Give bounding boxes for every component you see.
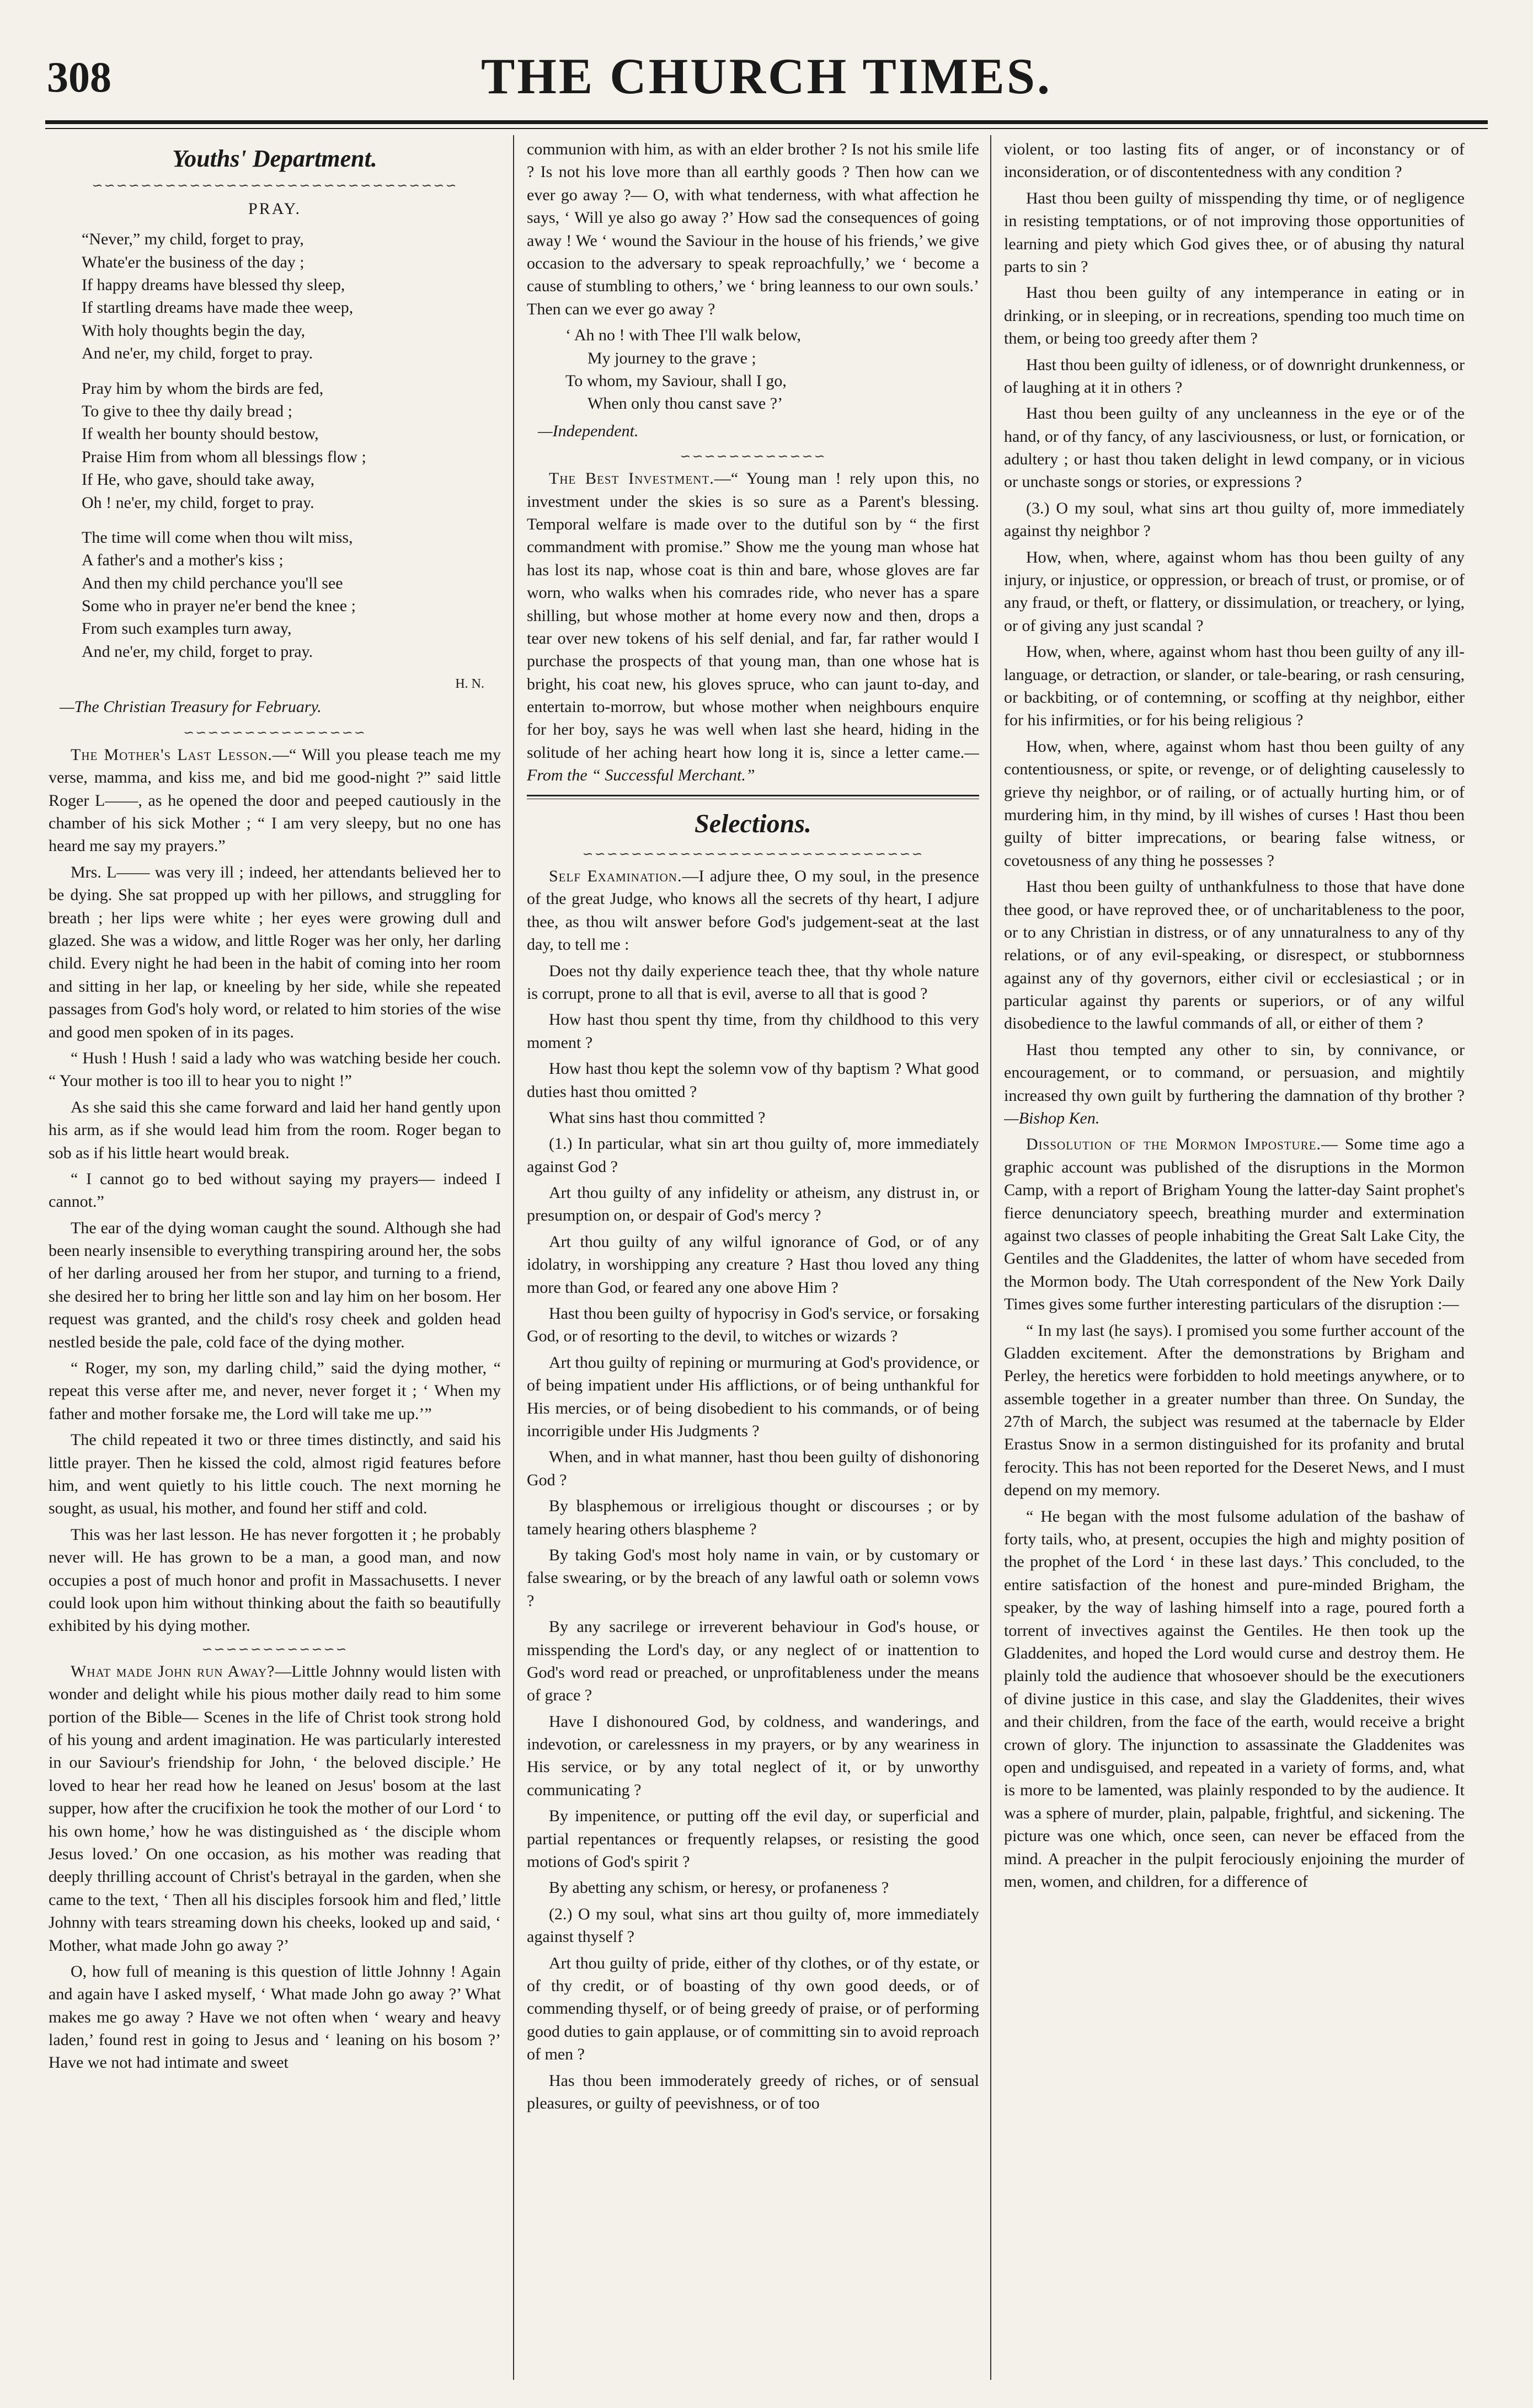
poem-line: To give to thee thy daily bread ; xyxy=(82,402,292,420)
article-paragraph: violent, or too lasting fits of anger, or of inconstancy or of inconsideration, or of discontentedness with any condition ? xyxy=(1004,140,1465,181)
verse-line: My journey to the grave ; xyxy=(587,349,756,367)
article-paragraph xyxy=(527,467,979,786)
verse-quote xyxy=(565,324,979,415)
article-title: Self Examination. xyxy=(549,867,682,885)
article-paragraph: Hast thou been guilty of any intemperance in eating or in drinking, or in sleeping, or in recreations, spending too much time on them, or being too greedy after them ? xyxy=(1004,283,1465,348)
article-paragraph: Hast thou been guilty of unthankfulness to those that have done thee good, or have reproved thee, or of uncharitableness to the poor, or to any Christian in distress, or of any unnaturalness to any of thy relations, or of any evil-speaking, or disrespect, or stubbornness against any of thy governors, either civil or ecclesiastical ; or in particular against thy parents or superiors, or of any wilful disobedience to the lawful commands of all, or either of them ? xyxy=(1004,877,1465,1033)
article-paragraph: Hast thou been guilty of hypocrisy in God's service, or forsaking God, or of resorting to the devil, to witches or wizards ? xyxy=(527,1304,979,1346)
article-paragraph: By taking God's most holy name in vain, or by customary or false swearing, or by the breach of any lawful oath or solemn vows ? xyxy=(527,1545,979,1610)
article-paragraph: (2.) O my soul, what sins art thou guilty of, more immediately against thyself ? xyxy=(527,1904,979,1946)
column-divider xyxy=(513,135,514,2380)
poem-line: Praise Him from whom all blessings flow ; xyxy=(82,447,366,466)
article-text: Hast thou tempted any other to sin, by connivance, or encouragement, or to command, or persuasion, and mightily increased thy own guilt by furthering the damnation of thy brother ? xyxy=(1004,1040,1465,1105)
article-source: —Bishop Ken. xyxy=(1004,1109,1100,1128)
article-paragraph: Art thou guilty of repining or murmuring at God's providence, or of being impatient under His afflictions, or of being unthankful for His mercies, or of being disobedient to his commands, or of being incorrigible under His Judgments ? xyxy=(527,1353,979,1440)
verse-source: —Independent. xyxy=(538,421,639,440)
column-divider xyxy=(990,135,991,2380)
masthead: THE CHURCH TIMES. xyxy=(480,48,1053,104)
poem-line: The time will come when thou wilt miss, xyxy=(82,528,353,547)
poem-stanza xyxy=(82,377,501,514)
article-title: The Best Investment. xyxy=(549,469,714,488)
article-text: —I adjure thee, O my soul, in the presence of the great Judge, who knows all the secrets of thy heart, I adjure thee, as thou wilt answer before God's judgement-seat at the last day, to tell me : xyxy=(527,867,979,954)
page-number: 308 xyxy=(47,53,111,101)
article-paragraph xyxy=(1004,1039,1465,1130)
column-1 xyxy=(49,138,501,2377)
article-source: —From the “ Successful Merchant.” xyxy=(527,743,979,785)
poem-line: And ne'er, my child, forget to pray. xyxy=(82,642,313,661)
article-paragraph: The child repeated it two or three times distinctly, and said his little prayer. Then he kissed the cold, almost rigid features before him, and went quietly to his little couch. The next morning he sought, as usual, his mother, and found her stiff and cold. xyxy=(49,1431,501,1518)
article-paragraph: Hast thou been guilty of misspending thy time, or of negligence in resisting temptations, or of not improving those opportunities of learning and piety which God gives thee, or of abusing thy natural parts to sin ? xyxy=(1004,189,1465,276)
article-paragraph: How, when, where, against whom hast thou been guilty of any ill-language, or detraction, or slander, or tale-bearing, or rash censuring, or backbiting, or of contemning, or scoffing at thy neighbor, either for his infirmities, or for his being religious ? xyxy=(1004,643,1465,730)
poem-line: Pray him by whom the birds are fed, xyxy=(82,379,324,398)
article-paragraph xyxy=(527,865,979,956)
article-paragraph: “ In my last (he says). I promised you some further account of the Gladden excitement. After the demonstrations by Brigham and Perley, the heretics were forbidden to hold meetings anywhere, or to assemble together in a greater number than three. On Sunday, the 27th of March, the subject was resumed at the tabernacle by Elder Erastus Snow in a sermon distinguished for its profanity and brutal ferocity. This has not been reported for the Deseret News, and I must depend on my memory. xyxy=(1004,1321,1465,1500)
article-paragraph: “ Hush ! Hush ! said a lady who was watching beside her couch. “ Your mother is too ill to hear you to night !” xyxy=(49,1048,501,1090)
article-paragraph: “ Roger, my son, my darling child,” said the dying mother, “ repeat this verse after me, and never, never forget it ; ‘ When my father and mother forsake me, the Lord will take me up.’” xyxy=(49,1359,501,1423)
poem-source: —The Christian Treasury for February. xyxy=(60,698,322,716)
article-paragraph: Mrs. L—— was very ill ; indeed, her attendants believed her to be dying. She sat propped up with her pillows, and struggling for breath ; her lips were white ; her eyes were growing dull and glazed. She was a widow, and little Roger was her only, her darling child. Every night he had been in the habit of coming into her room and sitting in her lap, or kneeling by her side, while she repeated passages from God's holy word, or related to him stories of the wise and good men spoken of in its pages. xyxy=(49,863,501,1041)
verse-line: ‘ Ah no ! with Thee I'll walk below, xyxy=(565,326,801,345)
article-paragraph: “ He began with the most fulsome adulation of the bashaw of forty tails, who, at present, occupies the high and mighty position of the prophet of the Lord ‘ in these last days.’ This concluded, to the entire satisfaction of the honest and pure-minded Brigham, the speaker, by the way of lashing himself into a rage, poured forth a torrent of invectives against the Gentiles. He then took up the Gladdenites, and hoped the Lord would curse and destroy them. He plainly told the audience that whosoever should be the executioners of divine justice in this case, and slay the Gladdenites, their wives and their children, from the face of the earth, would receive a bright crown of glory. The injunction to assassinate the Gladdenites was open and undisguised, and repeated in a variety of forms, and, what is more to be lamented, was plainly responded to by the audience. It was a sphere of murder, plain, palpable, frightful, and sickening. The picture was one which, once seen, can never be effaced from the mind. A preacher in the pulpit ferociously enjoining the murder of men, women, and children, for a difference of xyxy=(1004,1507,1465,1891)
article-paragraph: Has thou been immoderately greedy of riches, or of sensual pleasures, or guilty of peevishness, or of too xyxy=(527,2071,979,2112)
poem-line: If wealth her bounty should bestow, xyxy=(82,425,319,443)
article-title: What made John run Away? xyxy=(71,1662,275,1681)
section-rule xyxy=(527,795,979,799)
article-text: — Some time ago a graphic account was published of the disruptions in the Mormon Camp, with a report of Brigham Young the latter-day Saint prophet's fierce denunciatory speech, breathing murder and extermination against two classes of people inhabiting the Great Salt Lake City, the Gentiles and the Gladdenites, the latter of whom have seceded from the Mormon body. The Utah correspondent of the New York Daily Times gives some further interesting particulars of the disruption :— xyxy=(1004,1135,1465,1314)
poem-line: “Never,” my child, forget to pray, xyxy=(82,230,304,249)
poem-line: And ne'er, my child, forget to pray. xyxy=(82,344,313,363)
article-paragraph: This was her last lesson. He has never forgotten it ; he probably never will. He has grown to be a man, a good man, and now occupies a post of much honor and profit in Massachusetts. I never could look upon him without thinking about the faith so beautifully exhibited by his dying mother. xyxy=(49,1525,501,1635)
article-paragraph: (1.) In particular, what sin art thou guilty of, more immediately against God ? xyxy=(527,1135,979,1176)
wavy-divider: ∽∽∽∽∽∽∽∽∽∽∽∽∽∽∽∽∽∽∽∽∽∽∽∽∽∽∽∽∽∽ xyxy=(92,178,458,193)
article-paragraph: Art thou guilty of any infidelity or atheism, any distrust in, or presumption on, or despair of God's mercy ? xyxy=(527,1184,979,1225)
poem-line: From such examples turn away, xyxy=(82,619,292,638)
poem-line: If startling dreams have made thee weep, xyxy=(82,298,354,317)
wavy-divider: ∽∽∽∽∽∽∽∽∽∽∽∽ xyxy=(680,450,826,464)
article-paragraph: By abetting any schism, or heresy, or profaneness ? xyxy=(549,1879,889,1897)
article-text: —Little Johnny would listen with wonder and delight while his pious mother daily read to him some portion of the Bible— Scenes in the life of Christ took strong hold of his young and ardent imagination. He was particularly interested in our Saviour's friendship for John, ‘ the beloved disciple.’ He loved to hear her read how he leaned on Jesus' bosom at the last supper, how after the crucifixion he took the mother of our Lord ‘ to his own home,’ how he was distinguished as ‘ the disciple whom Jesus loved.’ On one occasion, as his mother was reading that deeply thrilling account of Christ's betrayal in the garden, when she came to the text, ‘ Then all his disciples forsook him and fled,’ little Johnny with tears streaming down his cheeks, looked up and said, ‘ Mother, what made John go away ?’ xyxy=(49,1662,501,1955)
article-paragraph: Does not thy daily experience teach thee, that thy whole nature is corrupt, prone to all that is evil, averse to all that is good ? xyxy=(527,961,979,1003)
article-paragraph: By impenitence, or putting off the evil day, or superficial and partial repentances or frequently relapses, or resisting the good motions of God's spirit ? xyxy=(527,1807,979,1871)
poem-line: If happy dreams have blessed thy sleep, xyxy=(82,276,345,294)
article-paragraph xyxy=(49,743,501,858)
poem-title: PRAY. xyxy=(248,199,301,218)
poem-line: Oh ! ne'er, my child, forget to pray. xyxy=(82,493,314,512)
verse-line: To whom, my Saviour, shall I go, xyxy=(565,371,787,390)
wavy-divider: ∽∽∽∽∽∽∽∽∽∽∽∽∽∽∽∽∽∽∽∽∽∽∽∽∽∽∽∽ xyxy=(582,847,924,861)
article-text: —“ Will you please teach me my verse, mamma, and kiss me, and bid me good-night ?” said little Roger L——, as he opened the door and peeped cautiously in the chamber of his sick Mother ; “ I am very sleepy, but no one has heard me say my prayers.” xyxy=(49,745,501,855)
article-paragraph: How, when, where, against whom hast thou been guilty of any contentiousness, or spite, or revenge, or of delighting causelessly to grieve thy neighbor, or of railing, or of actually hurting him, or of murdering him, in thy mind, by ill wishes of curses ! Hast thou been guilty of bitter imprecations, or bearing false witness, or covetousness of any thing he possesses ? xyxy=(1004,737,1465,870)
article-paragraph: By blasphemous or irreligious thought or discourses ; or by tamely hearing others blaspheme ? xyxy=(527,1497,979,1538)
verse-line: When only thou canst save ?’ xyxy=(587,394,783,413)
article-paragraph: communion with him, as with an elder brother ? Is not his smile life ? Is not his love more than all earthly goods ? Then how can we ever go away ?— O, with what tenderness, with what affection he says, ‘ Will ye also go away ?’ How sad the consequences of going away ! We ‘ wound the Saviour in the house of his friends,’ we give occasion to the adversary to speak reproachfully,’ we ‘ become a cause of stumbling to others,’ we ‘ bring leanness to our own souls.’ Then can we ever go away ? xyxy=(527,140,979,318)
poem-line: Some who in prayer ne'er bend the knee ; xyxy=(82,597,356,616)
article-paragraph xyxy=(1004,1133,1465,1315)
article-paragraph: How hast thou kept the solemn vow of thy baptism ? What good duties hast thou omitted ? xyxy=(527,1059,979,1101)
poem-line: A father's and a mother's kiss ; xyxy=(82,551,284,570)
header-rule xyxy=(45,120,1488,124)
poem-line: With holy thoughts begin the day, xyxy=(82,321,306,340)
column-3 xyxy=(1004,138,1465,2377)
header-rule-thin xyxy=(45,128,1488,129)
poem-line: And then my child perchance you'll see xyxy=(82,574,343,592)
poem-line: If He, who gave, should take away, xyxy=(82,470,315,489)
article-paragraph: As she said this she came forward and laid her hand gently upon his arm, as if she would lead him from the room. Roger began to sob as if his little heart would break. xyxy=(49,1098,501,1162)
article-paragraph: The ear of the dying woman caught the sound. Although she had been nearly insensible to everything transpiring around her, the sobs of her darling aroused her from her stupor, and turning to a friend, she desired her to bring her little son and lay him on her bosom. Her request was granted, and the child's rosy cheek and golden head nestled beside the pale, cold face of the dying mother. xyxy=(49,1218,501,1351)
article-paragraph xyxy=(49,1660,501,1957)
article-paragraph: Art thou guilty of pride, either of thy clothes, or of thy estate, or of thy credit, or of boasting of thy own good deeds, or of commending thyself, or of being greedy of praise, or of performing good duties to gain applause, or of committing sin to avoid reproach of men ? xyxy=(527,1954,979,2064)
section-heading: Selections. xyxy=(695,809,811,838)
article-paragraph: By any sacrilege or irreverent behaviour in God's house, or misspending the Lord's day, or any neglect of or inattention to God's word read or preached, or unprofitableness under the means of grace ? xyxy=(527,1618,979,1705)
article-text: —“ Young man ! rely upon this, no investment under the skies is so sure as a Parent's blessing. Temporal welfare is made over to the dutiful son by “ the first commandment with promise.” Show me the young man whose hat has lost its nap, whose coat is thin and bare, whose gloves are far worn, who walks when his comrades ride, who never has a spare shilling, but whose mother at home every now and then, drops a tear over new tokens of his self denial, and far, far rather would I purchase the prospects of that young man, than one whose hat is bright, his coat new, his gloves spruce, who can jaunt to-day, and entertain to-morrow, but whose mother when neighbours enquire for her boy, says he was well when last she heard, hiding in the solitude of her aching heart how long it is, since a letter came. xyxy=(527,469,979,762)
article-title: Dissolution of the Mormon Imposture. xyxy=(1026,1135,1322,1154)
article-paragraph: “ I cannot go to bed without saying my prayers— indeed I cannot.” xyxy=(49,1169,501,1211)
article-paragraph: (3.) O my soul, what sins art thou guilty of, more immediately against thy neighbor ? xyxy=(1004,499,1465,541)
article-paragraph: What sins hast thou committed ? xyxy=(549,1108,766,1127)
article-paragraph: Hast thou been guilty of any uncleanness in the eye or of the hand, or of thy fancy, of any lasciviousness, or lust, or fornication, or adultery ; or hast thou taken delight in lewd company, or in vicious or unchaste songs or stories, or expressions ? xyxy=(1004,404,1465,491)
poem-line: Whate'er the business of the day ; xyxy=(82,253,305,271)
column-2 xyxy=(527,138,979,2377)
article-title: The Mother's Last Lesson. xyxy=(71,745,273,764)
poem-stanza xyxy=(82,228,501,365)
article-paragraph: Have I dishonoured God, by coldness, and wanderings, and indevotion, or carelessness in my prayers, or by any weariness in His service, or by any total neglect of it, or by unworthy communicating ? xyxy=(527,1712,979,1799)
wavy-divider: ∽∽∽∽∽∽∽∽∽∽∽∽ xyxy=(201,1642,348,1657)
wavy-divider: ∽∽∽∽∽∽∽∽∽∽∽∽∽∽∽ xyxy=(183,725,366,740)
article-paragraph: Art thou guilty of any wilful ignorance of God, or of any idolatry, in worshipping any creature ? Hast thou loved any thing more than God, or feared any one above Him ? xyxy=(527,1232,979,1297)
article-paragraph: O, how full of meaning is this question of little Johnny ! Again and again have I asked myself, ‘ What made John go away ?’ What makes me go away ? Have we not often when ‘ weary and heavy laden,’ found rest in going to Jesus and ‘ leaning on his bosom ?’ Have we not had intimate and sweet xyxy=(49,1962,501,2072)
article-paragraph: How hast thou spent thy time, from thy childhood to this very moment ? xyxy=(527,1010,979,1052)
article-paragraph: When, and in what manner, hast thou been guilty of dishonoring God ? xyxy=(527,1448,979,1489)
poem-signature: H. N. xyxy=(455,677,484,692)
article-paragraph: Hast thou been guilty of idleness, or of downright drunkenness, or of laughing at it in others ? xyxy=(1004,355,1465,397)
article-paragraph: How, when, where, against whom has thou been guilty of any injury, or injustice, or oppression, or breach of trust, or promise, or of any fraud, or theft, or flattery, or dissimulation, or treachery, or lying, or of giving any just scandal ? xyxy=(1004,548,1465,635)
department-heading: Youths' Department. xyxy=(172,145,377,172)
poem-stanza xyxy=(82,526,501,663)
